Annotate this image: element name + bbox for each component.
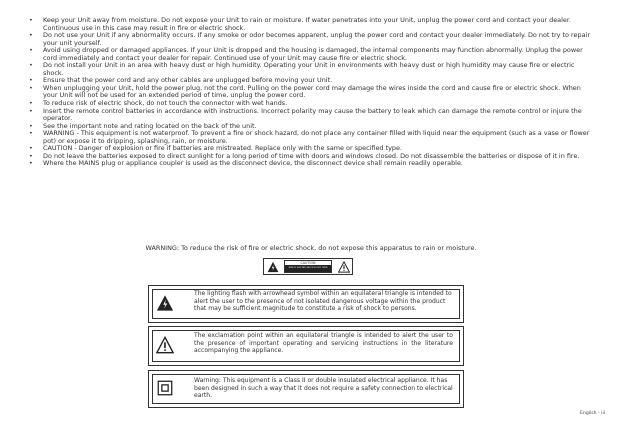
symbol-description: The exclamation point within an equilateral triangle is intended to alert the user to the presence of important operating and servicing instructions in the literature accompanying the appliance. — [194, 332, 453, 355]
list-item: • Do not leave the batteries exposed to direct sunlight for a long period of time with doors and windows closed. Do not disassemble the batteries or dispose of it in fire. — [28, 153, 594, 161]
caution-label-panel — [284, 260, 332, 273]
list-item: • Where the MAINS plug or appliance coupler is used as the disconnect device, the disconnect device shall remain readily operable. — [28, 160, 594, 168]
symbol-box-lightning — [148, 285, 464, 323]
symbol-box-class-ii — [148, 370, 464, 408]
list-item: • To reduce risk of electric shock, do not touch the connector with wet hands. — [28, 100, 594, 108]
list-item: • Avoid using dropped or damaged appliances. If your Unit is dropped and the housing is damaged, the internal components may function abnormally. Unplug the power cord immediately and contact your dealer for repair. Continued use of your Unit may cause fire or electric shock. — [28, 47, 594, 62]
symbol-description: Warning: This equipment is a Class II or double insulated electrical appliance. It has been designed in such a way that it does not require a safety connection to electrical earth. — [194, 377, 453, 400]
list-item: • Ensure that the power cord and any other cables are unplugged before moving your Unit. — [28, 77, 594, 85]
symbol-box-exclamation — [148, 326, 464, 366]
class-ii-double-square-icon — [156, 379, 174, 397]
page-number: English - iii — [580, 411, 605, 416]
list-item: • WARNING - This equipment is not waterproof. To prevent a fire or shock hazard, do not place any container filled with liquid near the equipment (such as a vase or flower pot) or expose it to dripping, splashing, rain, or moisture. — [28, 130, 594, 145]
list-item: • When unplugging your Unit, hold the power plug, not the cord. Pulling on the power cord may damage the wires inside the cord and cause fire or electric shock. When your Unit will not be used for an extended period of time, unplug the power cord. — [28, 85, 594, 100]
lightning-triangle-icon — [156, 294, 174, 312]
lightning-triangle-icon — [267, 261, 279, 273]
list-item: • CAUTION - Danger of explosion or fire if batteries are mistreated. Replace only with the same or specified type. — [28, 145, 594, 153]
exclamation-triangle-icon — [338, 261, 350, 273]
caution-label-title: CAUTION — [300, 261, 316, 265]
symbol-description: The lighting flash with arrowhead symbol within an equilateral triangle is intended to alert the user to the presence of not isolated dangerous voltage within the product that may be sufficient magnitude to constitute a risk of shock to persons. — [194, 290, 452, 313]
list-item: • Keep your Unit away from moisture. Do not expose your Unit to rain or moisture. If water penetrates into your Unit, unplug the power cord and contact your dealer. Continuous use in this case may result in fire or electric shock. — [28, 17, 594, 32]
list-item: • Do not install your Unit in an area with heavy dust or high humidity. Operating your Unit in environments with heavy dust or high humidity may cause fire or electric shock. — [28, 62, 594, 77]
exclamation-triangle-icon — [156, 336, 174, 354]
mains-warning-text: WARNING: To reduce the risk of fire or electric shock, do not expose this apparatus to rain or moisture. — [145, 244, 477, 252]
safety-instructions-list — [28, 17, 594, 168]
list-item: • Do not use your Unit if any abnormality occurs. If any smoke or odor becomes apparent, unplug the power cord and contact your dealer immediately. Do not try to repair your unit yourself. — [28, 32, 594, 47]
list-item: • See the important note and rating located on the back of the unit. — [28, 123, 594, 131]
caution-label — [263, 258, 353, 275]
caution-label-body: RISK OF ELECTRIC SHOCK DO NOT OPEN — [285, 265, 331, 272]
list-item: • Insert the remote control batteries in accordance with instructions. Incorrect polarity may cause the battery to leak which can damage the remote control or injure the operator. — [28, 108, 594, 123]
